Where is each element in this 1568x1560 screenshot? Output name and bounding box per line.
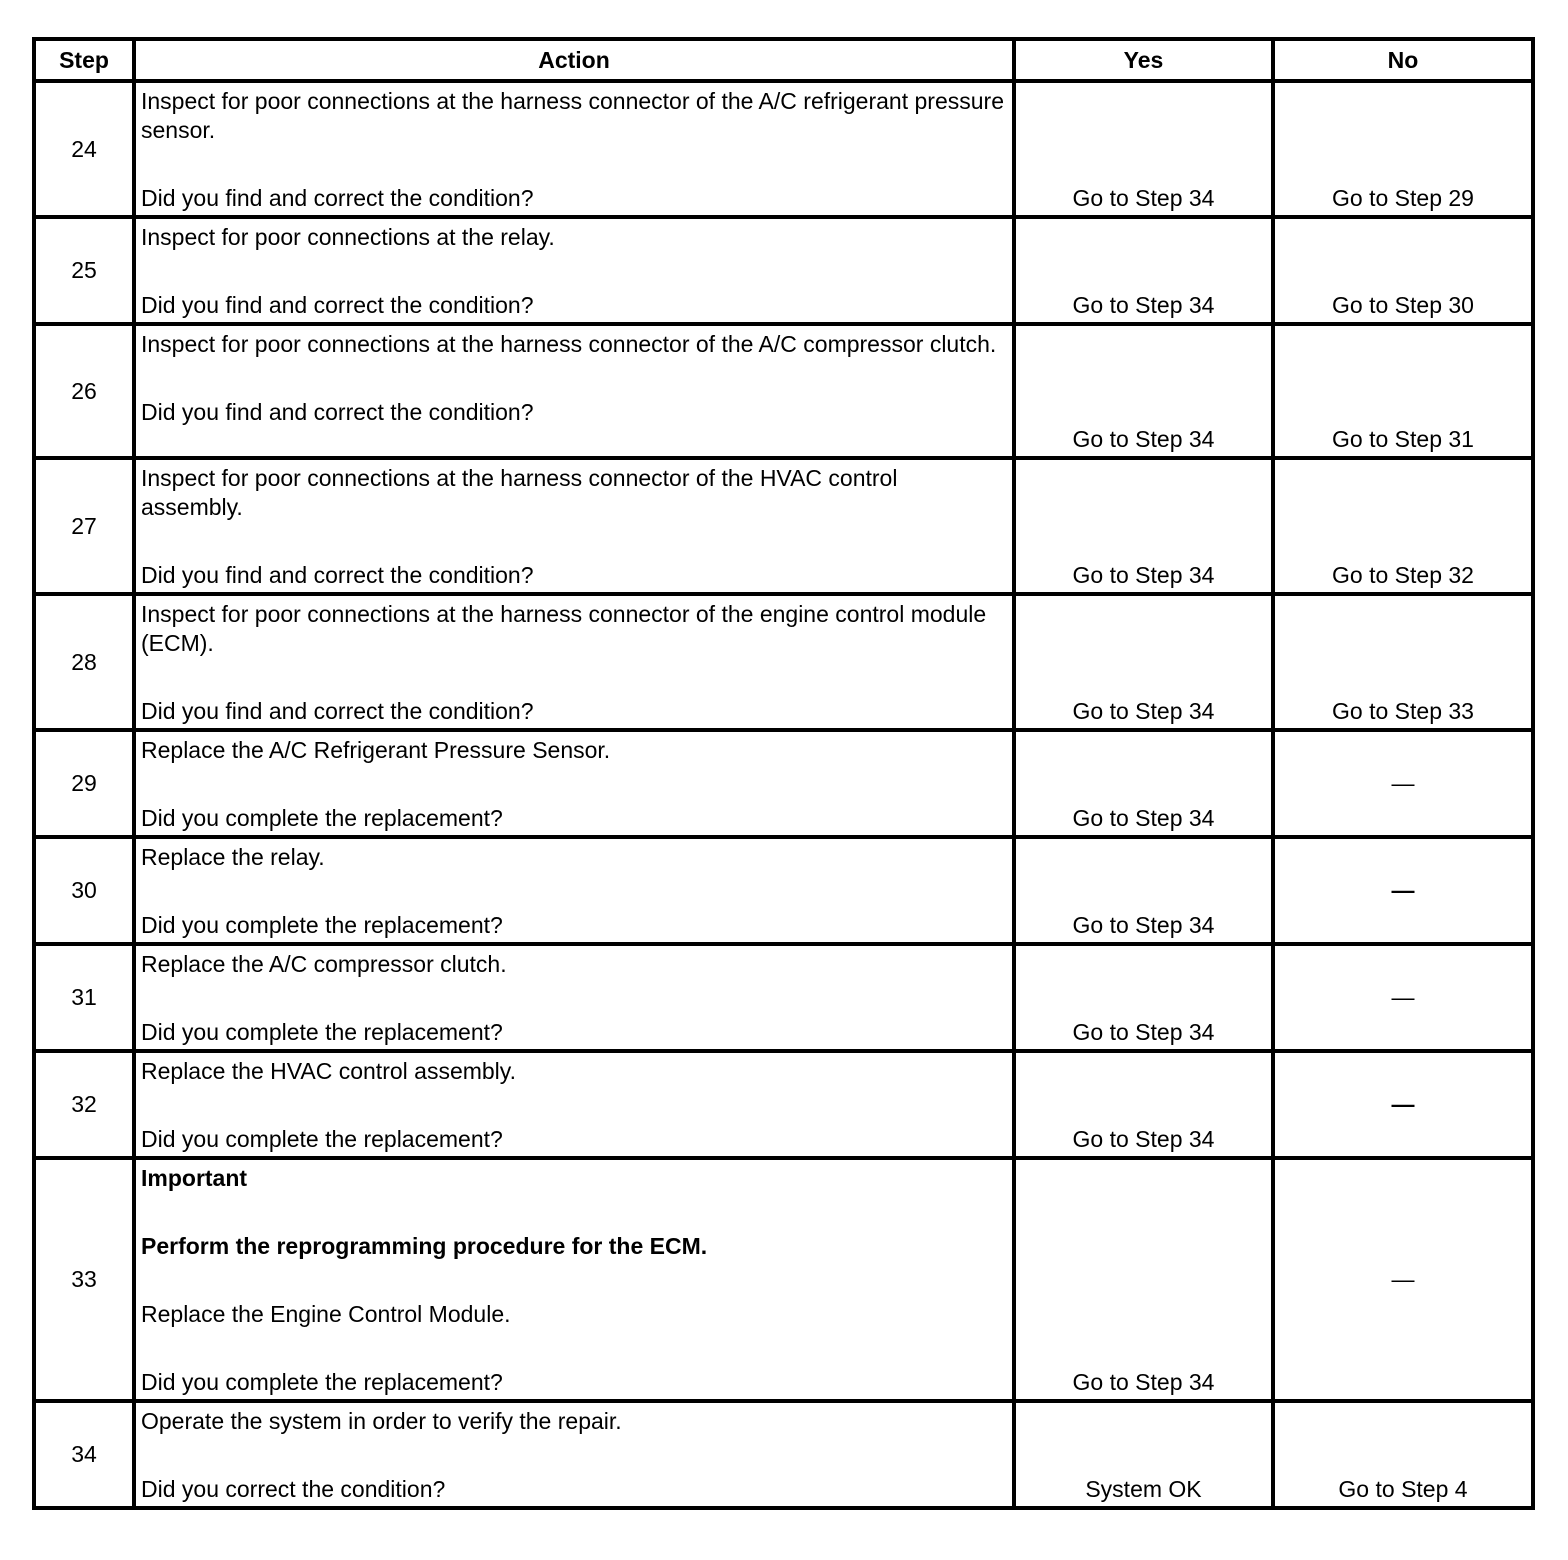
action-paragraph: Did you complete the replacement? [141, 1019, 503, 1045]
step-number: 24 [34, 81, 134, 217]
action-cell [134, 217, 1014, 324]
action-paragraph: Did you complete the replacement? [141, 805, 503, 831]
action-paragraph: Inspect for poor connections at the harness connector of the A/C compressor clutch. [141, 331, 997, 357]
action-cell [134, 81, 1014, 217]
action-cell [134, 837, 1014, 944]
action-cell [134, 1051, 1014, 1158]
step-number: 28 [34, 594, 134, 730]
no-result: Go to Step 30 [1273, 217, 1533, 324]
yes-result: Go to Step 34 [1014, 81, 1273, 217]
action-paragraph: Inspect for poor connections at the harness connector of the HVAC control assembly. [141, 465, 898, 520]
action-paragraph: Replace the A/C compressor clutch. [141, 951, 507, 977]
yes-result: Go to Step 34 [1014, 730, 1273, 837]
yes-result: Go to Step 34 [1014, 217, 1273, 324]
action-paragraph: Perform the reprogramming procedure for the ECM. [141, 1233, 708, 1259]
action-paragraph: Did you find and correct the condition? [141, 292, 534, 318]
action-paragraph: Operate the system in order to verify the repair. [141, 1408, 622, 1434]
action-cell [134, 730, 1014, 837]
step-number: 25 [34, 217, 134, 324]
no-result: Go to Step 33 [1273, 594, 1533, 730]
action-paragraph: Did you find and correct the condition? [141, 399, 534, 425]
step-number: 27 [34, 458, 134, 594]
no-result-dash: — [1273, 1158, 1533, 1401]
header-yes: Yes [1014, 39, 1273, 81]
yes-result: Go to Step 34 [1014, 1051, 1273, 1158]
action-cell [134, 944, 1014, 1051]
no-result-dash: — [1273, 1051, 1533, 1158]
action-paragraph: Replace the A/C Refrigerant Pressure Sensor. [141, 737, 611, 763]
action-paragraph: Did you complete the replacement? [141, 912, 503, 938]
header-row [34, 39, 1533, 81]
action-paragraph: Replace the Engine Control Module. [141, 1301, 511, 1327]
step-number: 31 [34, 944, 134, 1051]
step-number: 34 [34, 1401, 134, 1508]
action-paragraph: Did you find and correct the condition? [141, 698, 534, 724]
action-cell [134, 324, 1014, 458]
action-paragraph: Did you complete the replacement? [141, 1369, 503, 1395]
action-paragraph: Did you correct the condition? [141, 1476, 446, 1502]
action-paragraph: Did you find and correct the condition? [141, 185, 534, 211]
yes-result: System OK [1014, 1401, 1273, 1508]
table-row [34, 837, 1533, 944]
yes-result: Go to Step 34 [1014, 594, 1273, 730]
table-row [34, 594, 1533, 730]
action-paragraph: Inspect for poor connections at the harness connector of the A/C refrigerant pressure sensor. [141, 88, 1004, 143]
action-cell [134, 594, 1014, 730]
yes-result: Go to Step 34 [1014, 458, 1273, 594]
action-cell [134, 1158, 1014, 1401]
yes-result: Go to Step 34 [1014, 944, 1273, 1051]
diagnostic-table [32, 37, 1535, 1510]
header-action: Action [134, 39, 1014, 81]
table-header [34, 39, 1533, 81]
table-row [34, 1401, 1533, 1508]
yes-result: Go to Step 34 [1014, 324, 1273, 458]
no-result-dash: — [1273, 837, 1533, 944]
no-result: Go to Step 31 [1273, 324, 1533, 458]
table-row [34, 324, 1533, 458]
step-number: 30 [34, 837, 134, 944]
action-paragraph: Inspect for poor connections at the harness connector of the engine control module (ECM). [141, 601, 987, 656]
step-number: 33 [34, 1158, 134, 1401]
action-paragraph: Did you find and correct the condition? [141, 562, 534, 588]
step-number: 26 [34, 324, 134, 458]
action-paragraph: Replace the relay. [141, 844, 325, 870]
table-row [34, 81, 1533, 217]
table-body [34, 81, 1533, 1508]
action-paragraph: Important [141, 1165, 248, 1191]
table-row [34, 1051, 1533, 1158]
action-paragraph: Replace the HVAC control assembly. [141, 1058, 516, 1084]
action-cell [134, 458, 1014, 594]
step-number: 29 [34, 730, 134, 837]
yes-result: Go to Step 34 [1014, 1158, 1273, 1401]
header-no: No [1273, 39, 1533, 81]
no-result: Go to Step 29 [1273, 81, 1533, 217]
table-row [34, 944, 1533, 1051]
action-cell [134, 1401, 1014, 1508]
table-row [34, 730, 1533, 837]
step-number: 32 [34, 1051, 134, 1158]
table-row [34, 458, 1533, 594]
action-paragraph: Did you complete the replacement? [141, 1126, 503, 1152]
no-result-dash: — [1273, 730, 1533, 837]
no-result-dash: — [1273, 944, 1533, 1051]
action-paragraph: Inspect for poor connections at the relay. [141, 224, 555, 250]
yes-result: Go to Step 34 [1014, 837, 1273, 944]
no-result: Go to Step 32 [1273, 458, 1533, 594]
header-step: Step [34, 39, 134, 81]
no-result: Go to Step 4 [1273, 1401, 1533, 1508]
table-row [34, 1158, 1533, 1401]
table-row [34, 217, 1533, 324]
